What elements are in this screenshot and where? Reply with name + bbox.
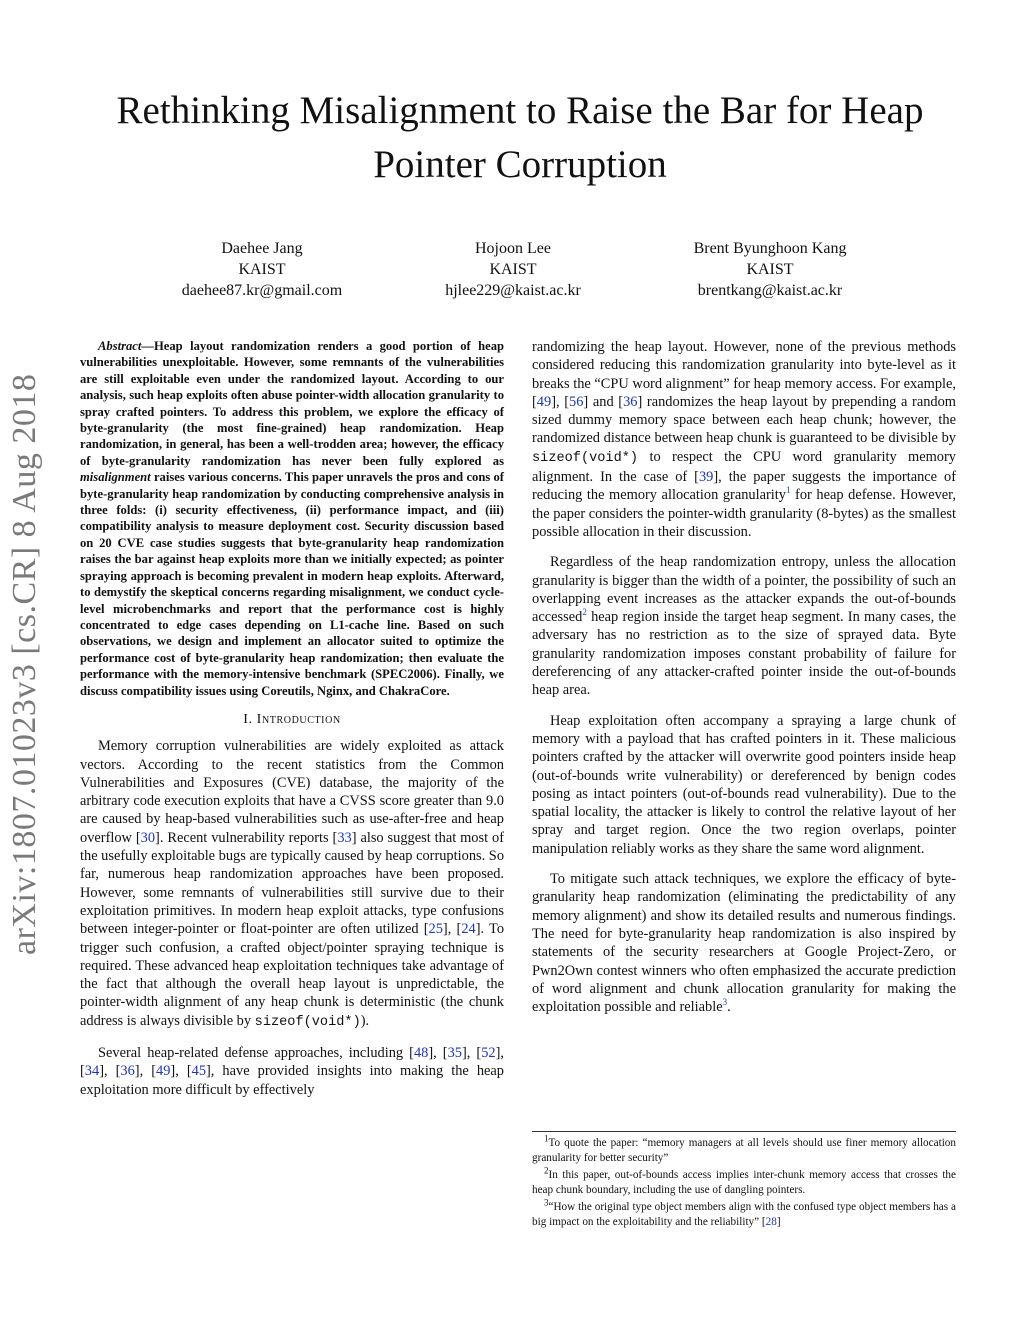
- text-run: to respect the CPU word granularity memory alignment. In the case of [: [532, 448, 956, 486]
- footnote: [532, 1197, 956, 1229]
- code-snippet: sizeof(void*): [532, 450, 639, 466]
- author-name: Brent Byunghoon Kang: [693, 240, 847, 257]
- citation-link[interactable]: 30: [140, 829, 156, 846]
- paragraph: Heap exploitation often accompany a spraying a large chunk of memory with a payload that has crafted pointers in it. These malicious pointers crafted by the attacker will overwrite good pointers inside heap (out-of-bounds write vulnerability) or dereferenced by benign codes posing as intact pointers (out-of-bounds read vulnerability). Due to the spatial locality, the attacker is likely to control the relative layout of her spray and target region. Once the two region overlaps, pointer manipulation reliably works as they share the same word alignment.: [532, 712, 956, 857]
- text-run: Regardless of the heap randomization entropy, unless the allocation granularity is bigger than the width of a pointer, the possibility of such an overlapping event increases as the attacker expands the out-of-bounds accessed: [532, 554, 956, 626]
- citation-link[interactable]: 36: [623, 393, 638, 410]
- paragraph: [532, 553, 956, 699]
- footnote-number: 3: [544, 1197, 549, 1208]
- text-run: ], [: [134, 1063, 157, 1080]
- author-block: [0, 238, 1024, 308]
- text-run: ]. Recent vulnerability reports [: [155, 829, 338, 846]
- text-run: ] also suggest that most of the usefully exploitable bugs are typically caused by heap corruptions. So far, numerous heap randomization approaches have been proposed. However, some remnants of vulnerabilities still survive due to their exploitation primitives. In modern heap exploit attacks, type confusions between integer-pointer or float-pointer are often utilized [: [80, 829, 505, 938]
- text-run: ], the paper suggests the importance of reducing the memory allocation granularity: [532, 469, 956, 504]
- abstract-text: raises various concerns. This paper unravels the pros and cons of byte-granularity heap randomization by conducting comprehensive analysis in three folds: (i) security effectiveness, (ii) performance impact, and (iii) compatibility analysis to measure deployment cost. Security discussion based on 20 CVE case studies suggests that byte-granularity heap randomization raises the bar against heap exploits more than we initially expected; as pointer spraying approach is becoming prevalent in modern heap exploits. Afterward, to demystify the skeptical concerns regarding misalignment, we conduct cycle-level microbenchmarks and report that the performance cost is highly concentrated to edge cases depending on L1-cache line. Based on such observations, we design and implement an allocator suited to optimize the performance cost of byte-granularity heap randomization; then evaluate the performance with the memory-intensive benchmark (SPEC2006). Finally, we discuss compatibility issues using Coreutils, Nginx, and ChakraCore.: [80, 470, 504, 698]
- citation-link[interactable]: 34: [84, 1063, 100, 1080]
- text-run: ], [: [99, 1063, 121, 1080]
- citation-link[interactable]: 49: [536, 393, 552, 410]
- footnote-text: In this paper, out-of-bounds access implies inter-chunk memory access that crosses the heap chunk boundary, including the use of dangling pointers.: [532, 1169, 956, 1196]
- author-email: daehee87.kr@gmail.com: [181, 282, 343, 299]
- abstract-emphasis: misalignment: [80, 470, 151, 485]
- citation-link[interactable]: 24: [461, 921, 476, 938]
- text-run: .: [727, 999, 731, 1016]
- section-heading-introduction: I. Introduction: [243, 711, 341, 727]
- citation-link[interactable]: 25: [428, 921, 443, 938]
- citation-link[interactable]: 36: [120, 1063, 135, 1080]
- author-email: brentkang@kaist.ac.kr: [697, 282, 843, 299]
- footnote-number: 2: [544, 1165, 549, 1176]
- paragraph: [532, 870, 956, 1016]
- paragraph: [80, 737, 504, 1032]
- text-run: ] randomizes the heap layout by prepending a random sized dummy memory space between each heap chunk; however, the randomized distance between heap chunk is guaranteed to be divisible by: [532, 393, 956, 447]
- text-run: To mitigate such attack techniques, we explore the efficacy of byte-granularity heap randomization (eliminating the predictability of any memory alignment) and show its detailed results and numerous findings. The need for byte-granularity heap randomization is also inspired by statements of the security researchers at Google Project-Zero, or Pwn2Own contest winners who often emphasized the accurate prediction of word alignment and chunk allocation granularity for making the exploitation possible and reliable: [532, 871, 956, 1016]
- footnote: [532, 1165, 956, 1197]
- citation-link[interactable]: 28: [765, 1215, 777, 1228]
- citation-link[interactable]: 52: [481, 1044, 496, 1061]
- abstract-text: —Heap layout randomization renders a good portion of heap vulnerabilities unexploitable. However, some remnants of the vulnerabilities are still exploitable even under the randomized layout. According to our analysis, such heap exploits often abuse pointer-width allocation granularity to spray crafted pointers. To address this problem, we explore the efficacy of byte-granularity (the most fine-grained) heap randomization. Heap randomization, in general, has been a well-trodden area; however, the efficacy of byte-granularity randomization has never been fully explored as: [80, 339, 504, 468]
- text-run: heap region inside the target heap segment. In many cases, the adversary has no restriction as to the size of sprayed data. Byte granularity randomization imposes constant probability of failure for dereferencing of any attacker-crafted pointer inside the out-of-bounds heap area.: [532, 609, 956, 699]
- footnote-number: 1: [544, 1133, 549, 1144]
- text-run: ], [: [551, 393, 570, 410]
- arxiv-identifier: arXiv:1807.01023v3 [cs.CR] 8 Aug 2018: [6, 373, 43, 955]
- author-affiliation: KAIST: [489, 261, 537, 278]
- footnote-marker[interactable]: 1: [786, 485, 791, 496]
- right-column: [532, 338, 956, 1016]
- author-affiliation: KAIST: [238, 261, 286, 278]
- citation-link[interactable]: 56: [569, 393, 584, 410]
- paper-title: Rethinking Misalignment to Raise the Bar for Heap Pointer Corruption: [116, 89, 924, 186]
- text-run: randomizing the heap layout. However, none of the previous methods considered reducing this randomization granularity into byte-level as it breaks the “CPU word alignment” for heap memory access. For example, [: [532, 339, 956, 410]
- text-run: ], have provided insights into making the heap exploitation more difficult by effectively: [80, 1063, 505, 1098]
- citation-link[interactable]: 48: [413, 1044, 429, 1061]
- author-affiliation: KAIST: [746, 261, 794, 278]
- text-run: ], [: [170, 1063, 192, 1080]
- footnote-text: ]: [776, 1215, 781, 1228]
- author-name: Daehee Jang: [221, 240, 303, 257]
- abstract-label: Abstract: [98, 339, 142, 353]
- text-run: Memory corruption vulnerabilities are widely exploited as attack vectors. According to the recent statistics from the Common Vulnerabilities and Exposures (CVE) database, the majority of the arbitrary code execution exploits that have a CVSS score greater than 9.0 are caused by heap-based vulnerabilities such as use-after-free and heap overflow [: [80, 738, 504, 846]
- citation-link[interactable]: 49: [156, 1063, 171, 1080]
- author-name: Hojoon Lee: [475, 240, 551, 257]
- footnote-marker[interactable]: 2: [582, 607, 587, 618]
- text-run: for heap defense. However, the paper considers the pointer-width granularity (8-bytes) as the smallest possible allocation in their discussion.: [532, 487, 956, 540]
- paragraph: [532, 338, 956, 541]
- footnote-text: “How the original type object members align with the confused type object members has a big impact on the exploitability and the reliability” [: [532, 1201, 956, 1228]
- footnote-rule: [532, 1131, 956, 1132]
- text-run: ], [: [461, 1044, 482, 1061]
- footnote-marker[interactable]: 3: [722, 997, 728, 1008]
- citation-link[interactable]: 33: [337, 829, 352, 846]
- paragraph: [80, 1044, 504, 1099]
- footnote: [532, 1133, 956, 1165]
- left-column: [80, 338, 504, 1099]
- text-run: Several heap-related defense approaches, including [: [98, 1044, 414, 1061]
- author-email: hjlee229@kaist.ac.kr: [445, 282, 581, 299]
- text-run: ).: [360, 1012, 370, 1029]
- footnote-text: To quote the paper: “memory managers at all levels should use finer memory allocation granularity for better security”: [532, 1137, 956, 1164]
- citation-link[interactable]: 35: [447, 1044, 462, 1061]
- text-run: ], [: [428, 1044, 448, 1061]
- citation-link[interactable]: 45: [191, 1063, 207, 1080]
- author-3: [610, 238, 930, 301]
- text-run: ], [: [80, 1044, 505, 1080]
- text-run: ], [: [442, 921, 462, 938]
- text-run: ] and [: [583, 393, 624, 410]
- code-snippet: sizeof(void*): [254, 1014, 361, 1030]
- footnotes: [532, 1131, 956, 1233]
- abstract: [80, 338, 504, 699]
- citation-link[interactable]: 39: [698, 469, 714, 486]
- text-run: ]. To trigger such confusion, a crafted object/pointer spraying technique is required. These advanced heap exploitation techniques take advantage of the fact that although the overall heap layout is unpredictable, the pointer-width alignment of any heap chunk is deterministic (the chunk address is always divisible by: [80, 921, 505, 1029]
